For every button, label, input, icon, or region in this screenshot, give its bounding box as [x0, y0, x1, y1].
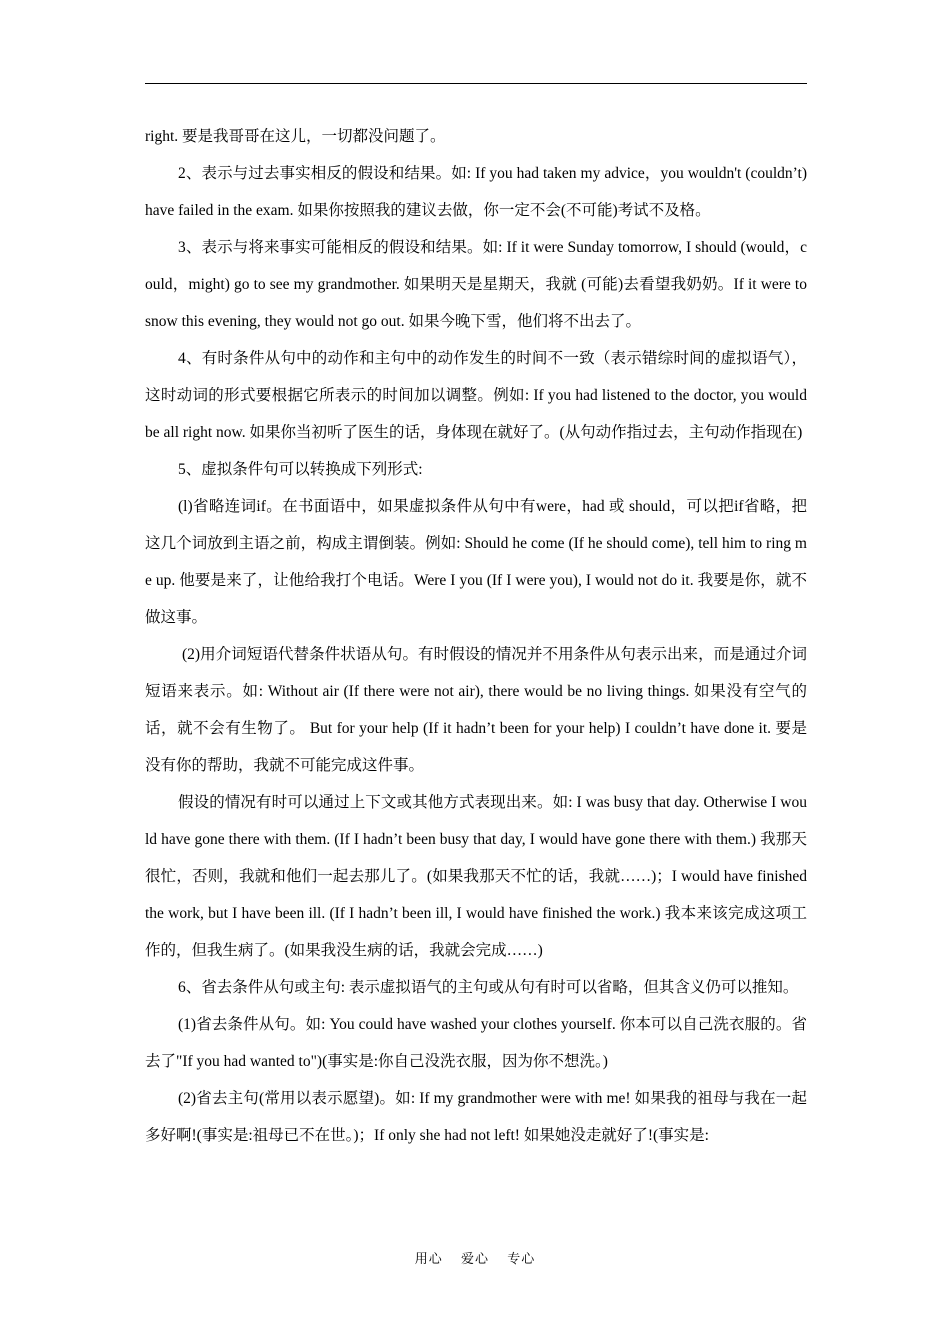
paragraph-point-4: 4、有时条件从句中的动作和主句中的动作发生的时间不一致（表示错综时间的虚拟语气），这时动词的形式要根据它所表示的时间加以调整。例如: If you had listened to the doctor, you would be all right now. 如果你当初听了医生的话，身体现在就好了。(从句动作指过去，主句动作指现在): [145, 350, 807, 441]
paragraph-point-6: 6、省去条件从句或主句: 表示虚拟语气的主句或从句有时可以省略，但其含义仍可以推知。: [178, 979, 799, 996]
paragraph-continuation: right. 要是我哥哥在这儿，一切都没问题了。: [145, 128, 446, 145]
paragraph-point-5-sub-1: (l)省略连词if。在书面语中，如果虚拟条件从句中有were，had 或 should，可以把if省略，把这几个词放到主语之前，构成主谓倒装。例如: Should he come (If he should come), tell him to ring me up. 他要是来了，让他给我打个电话。Were I you (If I were you), I would not do it. 我要是你，就不做这事。: [145, 498, 807, 626]
paragraph-point-5: 5、虚拟条件句可以转换成下列形式:: [178, 461, 423, 478]
header-rule: [145, 83, 807, 84]
paragraph-context-hypothesis: 假设的情况有时可以通过上下文或其他方式表现出来。如: I was busy that day. Otherwise I would have gone there with them. (If I hadn’t been busy that day, I would have gone there with them.) 我那天很忙，否则，我就和他们一起去那儿了。(如果我那天不忙的话，我就……)；I would have finished the work, but I have been ill. (If I hadn’t been ill, I would have finished the work.) 我本来该完成这项工作的，但我生病了。(如果我没生病的话，我就会完成……): [145, 794, 807, 959]
paragraph-point-2: 2、表示与过去事实相反的假设和结果。如: If you had taken my advice，you wouldn't (couldn’t) have failed in the exam. 如果你按照我的建议去做，你一定不会(不可能)考试不及格。: [145, 165, 807, 219]
footer-item: 专心: [507, 1251, 536, 1266]
footer-item: 爱心: [460, 1251, 489, 1266]
document-body: [145, 118, 807, 1154]
paragraph-point-6-sub-1: (1)省去条件从句。如: You could have washed your clothes yourself. 你本可以自己洗衣服的。省去了"If you had wanted to")(事实是:你自己没洗衣服，因为你不想洗。): [145, 1016, 807, 1070]
paragraph-point-6-sub-2: (2)省去主句(常用以表示愿望)。如: If my grandmother were with me! 如果我的祖母与我在一起多好啊!(事实是:祖母已不在世。)；If only she had not left! 如果她没走就好了!(事实是:: [145, 1090, 807, 1144]
paragraph-point-3: 3、表示与将来事实可能相反的假设和结果。如: If it were Sunday tomorrow, I should (would，could，might) go to see my grandmother. 如果明天是星期天，我就 (可能)去看望我奶奶。If it were to snow this evening, they would not go out. 如果今晚下雪，他们将不出去了。: [145, 239, 807, 330]
page-footer: [0, 1248, 950, 1267]
paragraph-point-5-sub-2: (2)用介词短语代替条件状语从句。有时假设的情况并不用条件从句表示出来，而是通过介词短语来表示。如: Without air (If there were not air), there would be no living things. 如果没有空气的话，就不会有生物了。 But for your help (If it hadn’t been for your help) I couldn’t have done it. 要是没有你的帮助，我就不可能完成这件事。: [145, 646, 807, 774]
footer-item: 用心: [414, 1251, 443, 1266]
